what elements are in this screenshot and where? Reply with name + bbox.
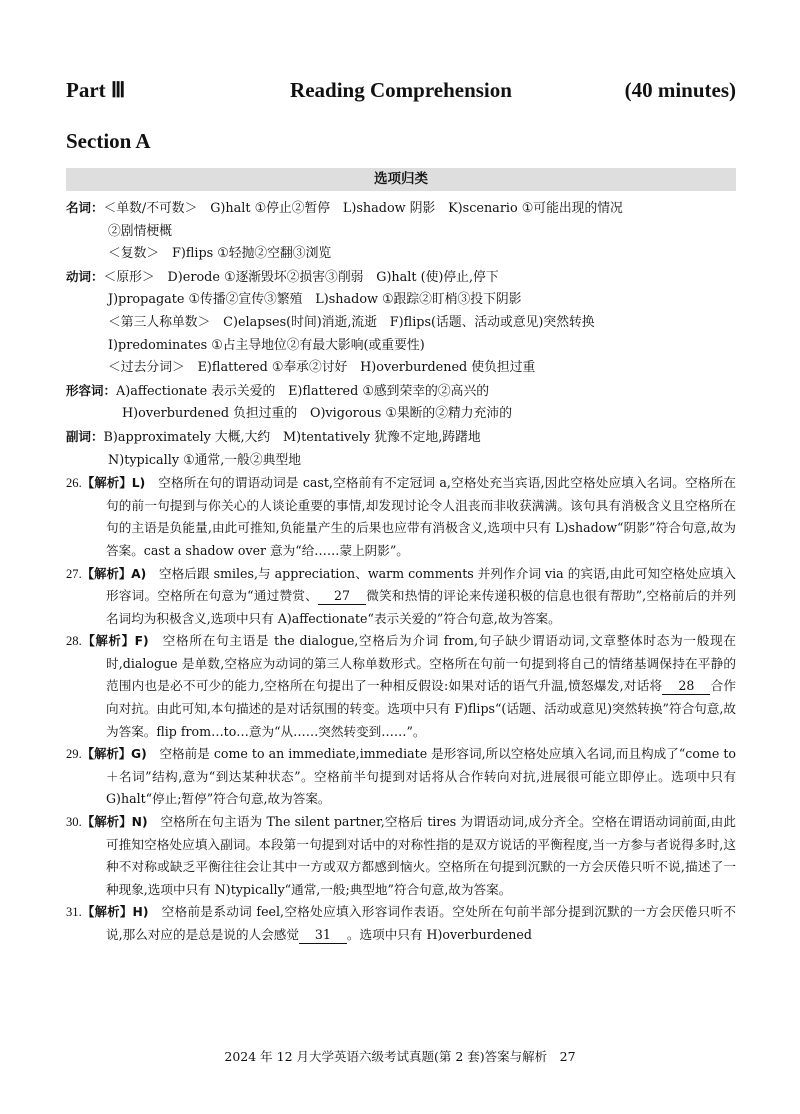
noun-label: 名词： (66, 200, 104, 215)
page-footer: 2024 年 12 月大学英语六级考试真题(第 2 套)答案与解析 27 (224, 1049, 576, 1064)
item-number: 27. (66, 566, 82, 581)
item-number: 29. (66, 747, 82, 762)
analysis-tag: 【解析】H) (81, 905, 149, 920)
noun-line-1: 名词：＜单数/不可数＞ G)halt ①停止②暂停 L)shadow 阴影 K)scenario ①可能出现的情况 (66, 200, 623, 216)
verb-line-4: I)predominates ①占主导地位②有最大影响(或重要性) (108, 337, 425, 353)
analysis-tag: 【解析】G) (81, 747, 147, 762)
adv-line-1: 副词：B)approximately 大概,大约 M)tentatively 犹豫不定地,踌躇地 (66, 428, 481, 445)
explanation-item (66, 630, 736, 743)
item-number: 31. (66, 905, 82, 920)
blank-number: 31 (299, 926, 347, 944)
item-text: 空格所在句主语为 The silent partner,空格后 tires 为谓语动词,成分齐全。空格在谓语动词前面,由此可推知空格处应填入副词。本段第一句提到对话中的对称性指的是双方说话的平衡程度,当一方参与者说得多时,这种不对称或缺乏平衡往往会让其中一方或双方都感到恼火。空格所在句提到沉默的一方会厌倦只听不说,描述了一种现象,选项中只有 N)typically“通常,一般;典型地”符合句意,故为答案。 (106, 814, 736, 897)
item-text: 空格所在句主语是 the dialogue,空格后为介词 from,句子缺少谓语动词,文章整体时态为一般现在时,dialogue 是单数,空格应为动词的第三人称单数形式。空格所在句前一句提到将自己的情绪基调保持在平静的范围内也是必不可少的能力,空格所在句提出了一种相反假设:如果对话的语气升温,愤怒爆发,对话将 (106, 633, 736, 694)
adv-label: 副词： (66, 428, 104, 444)
part-title: Reading Comprehension (290, 78, 512, 102)
item-text: 微笑和热情的评论来传递积极的信息也很有帮助”,空格前后的并列名词均为积极含义,选项中只有 A)affectionate“表示关爱的”符合句意,故为答案。 (106, 588, 736, 626)
verb-label: 动词： (66, 268, 104, 284)
blank-number: 28 (662, 677, 710, 695)
explanation-item (66, 901, 736, 946)
analysis-tag: 【解析】F) (81, 634, 149, 649)
item-text: 。选项中只有 H)overburdened (346, 927, 532, 942)
analysis-tag: 【解析】L) (81, 476, 146, 491)
analysis-tag: 【解析】A) (81, 566, 147, 581)
item-number: 26. (66, 476, 82, 491)
verb-line-3: ＜第三人称单数＞ C)elapses(时间)消逝,流逝 F)flips(话题、活动或意见)突然转换 (108, 314, 595, 330)
verb-line-2: J)propagate ①传播②宣传③繁殖 L)shadow ①跟踪②盯梢③投下阴影 (108, 292, 522, 308)
explanation-item (66, 743, 736, 811)
adv-line-2: N)typically ①通常,一般②典型地 (108, 452, 302, 468)
adj-label: 形容词： (66, 382, 117, 398)
item-text: 空格前是系动词 feel,空格处应填入形容词作表语。空处所在句前半部分提到沉默的一方会厌倦只听不说,那么对应的是总是说的人会感觉 (106, 904, 736, 942)
item-number: 30. (66, 815, 82, 830)
page-content (66, 78, 736, 947)
explanation-item (66, 563, 736, 631)
category-banner: 选项归类 (66, 168, 736, 191)
item-text: 空格前是 come to an immediate,immediate 是形容词,所以空格处应填入名词,而且构成了“come to＋名词”结构,意为“到达某种状态”。空格前半句提到对话将从合作转向对抗,进展很可能立即停止。选项中只有 G)halt“停止;暂停”符合句意,故为答案。 (106, 746, 736, 807)
explanation-item (66, 811, 736, 901)
answer-explanations (66, 472, 736, 946)
adj-line-2: H)overburdened 负担过重的 O)vigorous ①果断的②精力充沛的 (122, 406, 512, 422)
part-label: Part Ⅲ (66, 78, 126, 102)
explanation-item (66, 472, 736, 562)
verb-line-1: 动词：＜原形＞ D)erode ①逐渐毁坏②损害③削弱 G)halt (使)停止,停下 (66, 268, 499, 285)
analysis-tag: 【解析】N) (81, 815, 148, 830)
item-number: 28. (66, 634, 82, 649)
section-title: Section A (66, 129, 151, 153)
adj-line-1: 形容词：A)affectionate 表示关爱的 E)flattered ①感到荣幸的②高兴的 (66, 382, 490, 399)
item-text: 空格后跟 smiles,与 appreciation、warm comments 并列作介词 via 的宾语,由此可知空格处应填入形容词。空格所在句意为“通过赞赏、 (106, 565, 736, 604)
noun-line-3: ＜复数＞ F)flips ①轻抛②空翻③浏览 (108, 246, 332, 262)
verb-line-5: ＜过去分词＞ E)flattered ①奉承②讨好 H)overburdened 使负担过重 (108, 360, 536, 376)
time-limit: (40 minutes) (624, 78, 736, 102)
vocab-classification (66, 197, 736, 472)
item-text: 合作向对抗。由此可知,本句描述的是对话氛围的转变。选项中只有 F)flips“(话题、活动或意见)突然转换”符合句意,故为答案。flip from…to…意为“从……突然转变到……”。 (106, 678, 736, 739)
blank-number: 27 (318, 587, 366, 605)
noun-line-2: ②剧情梗概 (108, 223, 172, 239)
part-header (66, 78, 736, 103)
item-text: 空格所在句的谓语动词是 cast,空格前有不定冠词 a,空格处充当宾语,因此空格处应填入名词。空格所在句的前一句提到与你关心的人谈论重要的事情,却发现讨论令人沮丧而非收获满满。该句具有消极含义且空格所在句的主语是负能量,由此可推知,负能量产生的后果也应带有消极含义,选项中只有 L)shadow“阴影”符合句意,故为答案。cast a shadow over 意为“给……蒙上阴影”。 (106, 475, 736, 558)
